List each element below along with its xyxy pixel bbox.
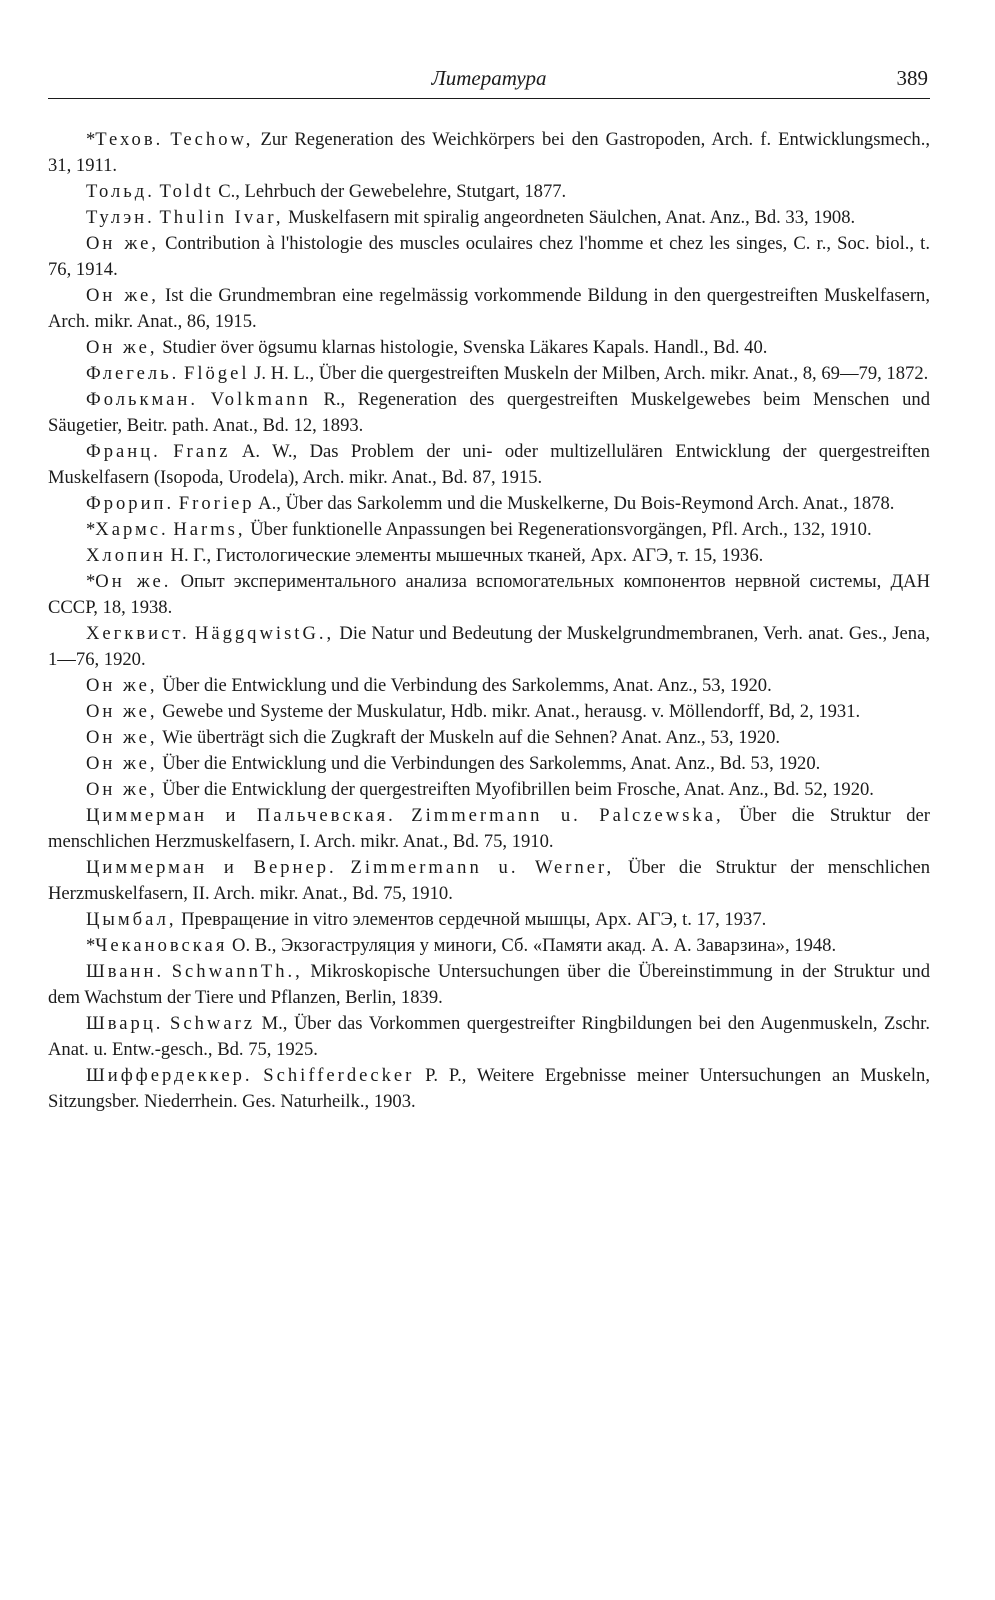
reference-entry bbox=[48, 933, 930, 959]
reference-author-ru: Хегквист. bbox=[86, 623, 190, 644]
reference-author-ru: Он же, bbox=[86, 727, 158, 748]
reference-author-lat: HäggqwistG., bbox=[194, 623, 335, 644]
reference-text: Über die Entwicklung und die Verbindung des Sarkolemms, Anat. Anz., 53, 1920. bbox=[162, 675, 772, 696]
reference-author-lat: SchwannTh., bbox=[171, 961, 303, 982]
reference-text: Н. Г., Гистологические элементы мышечных тканей, Арх. АГЭ, т. 15, 1936. bbox=[170, 545, 764, 566]
reference-author-lat: Froriep bbox=[178, 493, 255, 514]
reference-text: Zur Regeneration des Weichkörpers bei den Gastropoden, Arch. f. Entwicklungsmech., 31, 1911. bbox=[48, 129, 930, 176]
reference-text: Über die Struktur der menschlichen Herzmuskelfasern, II. Arch. mikr. Anat., Bd. 75, 1910. bbox=[48, 857, 930, 904]
reference-mark: * bbox=[86, 571, 96, 592]
reference-author-ru: Флегель. bbox=[86, 363, 180, 384]
reference-author-ru: Фрорип. bbox=[86, 493, 175, 514]
reference-author-lat: Schwarz bbox=[170, 1013, 256, 1034]
reference-author-ru: Тольд. bbox=[86, 181, 155, 202]
reference-author-lat: Franz bbox=[173, 441, 231, 462]
reference-text: A., Über das Sarkolemm und die Muskelkerne, Du Bois-Reymond Arch. Anat., 1878. bbox=[254, 493, 895, 514]
reference-author-ru: Он же, bbox=[86, 701, 158, 722]
reference-entry bbox=[48, 569, 930, 621]
reference-author-lat: Schifferdecker bbox=[263, 1065, 415, 1086]
reference-author-lat: Harms, bbox=[173, 519, 246, 540]
reference-author-ru: Шиффердеккер. bbox=[86, 1065, 253, 1086]
reference-author-ru: Он же, bbox=[86, 285, 159, 306]
reference-text: M., Über das Vorkommen quergestreifter Ringbildungen bei den Augenmuskeln, Zschr. Anat. u. Entw.-gesch., Bd. 75, 1925. bbox=[48, 1013, 930, 1060]
page-number: 389 bbox=[896, 66, 928, 90]
reference-author-lat: Flögel bbox=[184, 363, 250, 384]
reference-entry bbox=[48, 205, 930, 231]
reference-mark: * bbox=[86, 129, 96, 150]
reference-entry bbox=[48, 959, 930, 1011]
reference-text: Wie überträgt sich die Zugkraft der Muskeln auf die Sehnen? Anat. Anz., 53, 1920. bbox=[162, 727, 781, 748]
reference-author-lat: Thulin Ivar, bbox=[159, 207, 284, 228]
reference-author-ru: Он же, bbox=[86, 675, 158, 696]
reference-author-ru: Чекановская bbox=[95, 935, 228, 956]
reference-mark: * bbox=[86, 519, 96, 540]
reference-text: P. P., Weitere Ergebnisse meiner Untersuchungen an Muskeln, Sitzungsber. Niederrhein. Ges. Naturheilk., 1903. bbox=[48, 1065, 930, 1112]
reference-text: Über die Struktur der menschlichen Herzmuskelfasern, I. Arch. mikr. Anat., Bd. 75, 1910. bbox=[48, 805, 930, 852]
running-title: Литература bbox=[431, 66, 547, 90]
reference-text: Studier över ögsumu klarnas histologie, Svenska Läkares Kapals. Handl., Bd. 40. bbox=[162, 337, 768, 358]
reference-entry bbox=[48, 543, 930, 569]
reference-author-ru: Фолькман. bbox=[86, 389, 199, 410]
reference-entry bbox=[48, 439, 930, 491]
reference-text: C., Lehrbuch der Gewebelehre, Stutgart, 1877. bbox=[213, 181, 567, 202]
reference-author-ru: Тулэн. bbox=[86, 207, 155, 228]
reference-entry bbox=[48, 335, 930, 361]
reference-text: A. W., Das Problem der uni- oder multizellulären Entwicklung der quergestreiften Muskelfasern (Isopoda, Urodela), Arch. mikr. Anat., Bd. 87, 1915. bbox=[48, 441, 930, 488]
reference-entry bbox=[48, 1011, 930, 1063]
reference-text: Muskelfasern mit spiralig angeordneten Säulchen, Anat. Anz., Bd. 33, 1908. bbox=[283, 207, 856, 228]
reference-entry bbox=[48, 491, 930, 517]
reference-entry bbox=[48, 855, 930, 907]
reference-entry bbox=[48, 907, 930, 933]
reference-mark: * bbox=[86, 935, 96, 956]
reference-author-lat: Zimmermann u. Palczewska, bbox=[411, 805, 724, 826]
reference-entry bbox=[48, 517, 930, 543]
reference-author-ru: Он же, bbox=[86, 233, 160, 254]
reference-text: Gewebe und Systeme der Muskulatur, Hdb. mikr. Anat., herausg. v. Möllendorff, Bd, 2, 1931. bbox=[162, 701, 861, 722]
reference-entry bbox=[48, 621, 930, 673]
reference-author-ru: Хармс. bbox=[95, 519, 169, 540]
reference-entry bbox=[48, 803, 930, 855]
reference-author-ru: Техов. bbox=[95, 129, 164, 150]
reference-entry bbox=[48, 179, 930, 205]
reference-entry bbox=[48, 361, 930, 387]
reference-entry bbox=[48, 751, 930, 777]
reference-text: Die Natur und Bedeutung der Muskelgrundmembranen, Verh. anat. Ges., Jena, 1—76, 1920. bbox=[48, 623, 930, 670]
reference-entry bbox=[48, 673, 930, 699]
reference-text: Über funktionelle Anpassungen bei Regenerationsvorgängen, Pfl. Arch., 132, 1910. bbox=[245, 519, 872, 540]
reference-author-ru: Франц. bbox=[86, 441, 161, 462]
reference-entry bbox=[48, 283, 930, 335]
reference-author-ru: Он же, bbox=[86, 779, 158, 800]
reference-author-ru: Циммерман и Пальчевская. bbox=[86, 805, 396, 826]
reference-entry bbox=[48, 1063, 930, 1115]
reference-entry bbox=[48, 127, 930, 179]
reference-text: R., Regeneration des quergestreiften Muskelgewebes beim Menschen und Säugetier, Beitr. path. Anat., Bd. 12, 1893. bbox=[48, 389, 930, 436]
reference-text: Ist die Grundmembran eine regelmässig vorkommende Bildung in den quergestreiften Muskelfasern, Arch. mikr. Anat., 86, 1915. bbox=[48, 285, 930, 332]
reference-text: Über die Entwicklung und die Verbindungen des Sarkolemms, Anat. Anz., Bd. 53, 1920. bbox=[162, 753, 821, 774]
reference-author-ru: Хлопин bbox=[86, 545, 166, 566]
reference-text: Опыт экспериментального анализа вспомогательных компонентов нервной системы, ДАН СССР, 18, 1938. bbox=[48, 571, 931, 618]
page-header bbox=[48, 64, 930, 99]
reference-author-lat: Toldt bbox=[159, 181, 214, 202]
reference-text: О. В., Экзогаструляция у миноги, Сб. «Памяти акад. А. А. Заварзина», 1948. bbox=[232, 935, 837, 956]
reference-entry bbox=[48, 725, 930, 751]
reference-entry bbox=[48, 387, 930, 439]
reference-text: J. H. L., Über die quergestreiften Muskeln der Milben, Arch. mikr. Anat., 8, 69—79, 1872. bbox=[249, 363, 929, 384]
reference-entry bbox=[48, 699, 930, 725]
reference-author-lat: Techow, bbox=[170, 129, 254, 150]
reference-author-ru: Циммерман и Вернер. bbox=[86, 857, 337, 878]
reference-entry bbox=[48, 777, 930, 803]
reference-entry bbox=[48, 231, 930, 283]
reference-author-ru: Шварц. bbox=[86, 1013, 164, 1034]
reference-list bbox=[48, 127, 930, 1115]
reference-author-ru: Он же, bbox=[86, 753, 158, 774]
reference-text: Mikroskopische Untersuchungen über die Übereinstimmung in der Struktur und dem Wachstum der Tiere und Pflanzen, Berlin, 1839. bbox=[48, 961, 930, 1008]
reference-author-ru: Он же. bbox=[95, 571, 172, 592]
reference-author-ru: Цымбал, bbox=[86, 909, 177, 930]
reference-author-ru: Он же, bbox=[86, 337, 158, 358]
reference-author-lat: Volkmann bbox=[210, 389, 311, 410]
reference-text: Превращение in vitro элементов сердечной мышцы, Арх. АГЭ, t. 17, 1937. bbox=[181, 909, 767, 930]
reference-text: Contribution à l'histologie des muscles oculaires chez l'homme et chez les singes, C. r., Soc. biol., t. 76, 1914. bbox=[48, 233, 930, 280]
reference-author-lat: Zimmermann u. Werner, bbox=[350, 857, 615, 878]
reference-text: Über die Entwicklung der quergestreiften Myofibrillen beim Frosche, Anat. Anz., Bd. 52, 1920. bbox=[162, 779, 874, 800]
reference-author-ru: Шванн. bbox=[86, 961, 165, 982]
